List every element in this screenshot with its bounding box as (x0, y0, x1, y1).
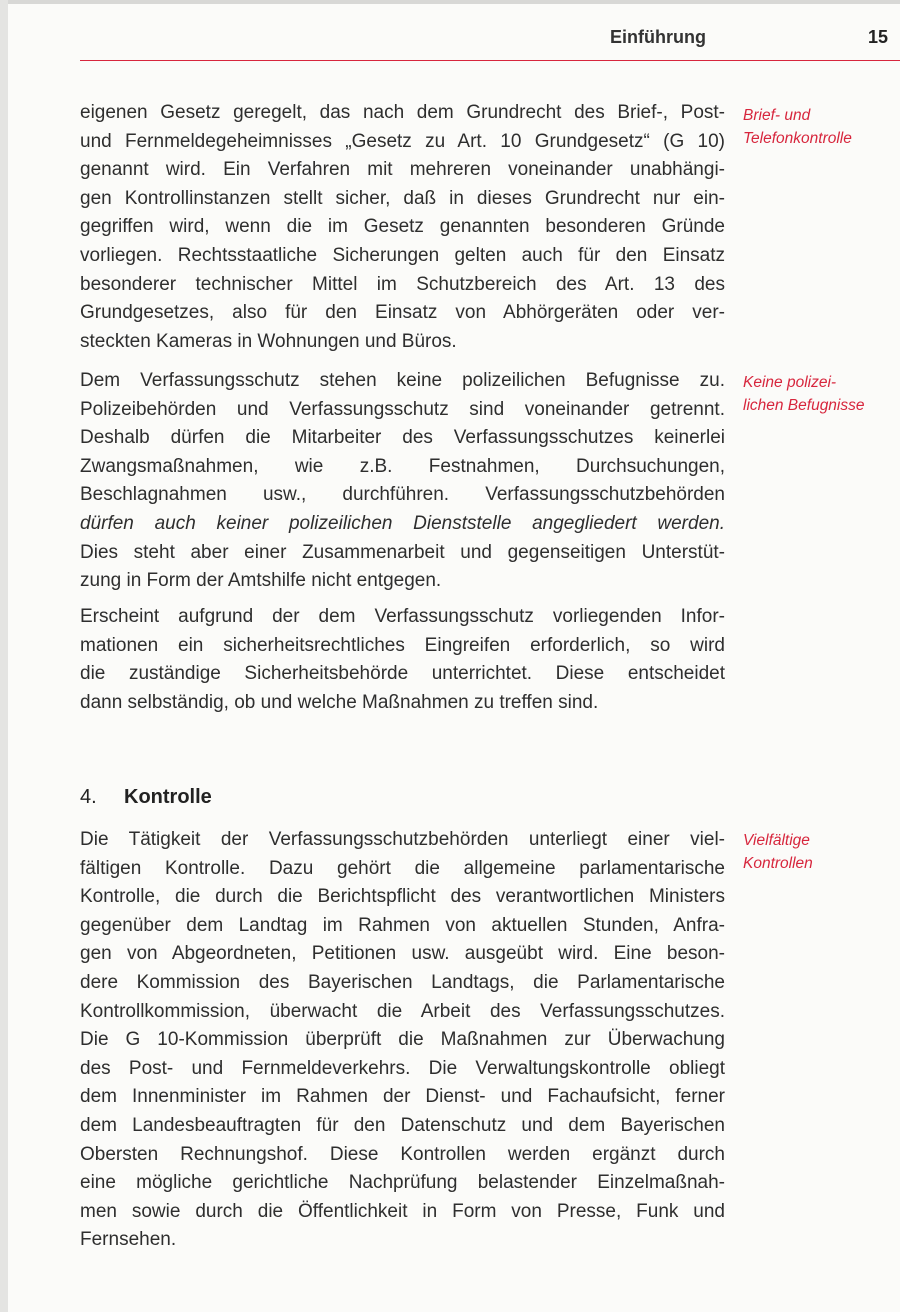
section-heading (80, 786, 212, 809)
running-header-section: Einführung (610, 27, 706, 47)
text-line: Dem Verfassungsschutz stehen keine polizeilichen Befugnisse zu. (80, 370, 725, 391)
margin-note-line: Keine polizei- (743, 374, 837, 391)
text-line: men sowie durch die Öffentlichkeit in Form von Presse, Funk und (80, 1200, 725, 1222)
text-line: Zwangsmaßnahmen, wie z.B. Festnahmen, Durchsuchungen, (80, 455, 725, 477)
text-line: Grundgesetzes, also für den Einsatz von Abhörgeräten oder ver- (80, 302, 725, 324)
text-line: genannt wird. Ein Verfahren mit mehreren voneinander unabhängi- (80, 159, 725, 181)
text-line: eine mögliche gerichtliche Nachprüfung belastender Einzelmaßnah- (80, 1172, 725, 1194)
text-line: Fernsehen. (80, 1229, 177, 1251)
text-line: dere Kommission des Bayerischen Landtags, die Parlamentarische (80, 971, 725, 993)
margin-note-line: Kontrollen (743, 855, 813, 872)
text-line: die zuständige Sicherheitsbehörde unterrichtet. Diese entscheidet (80, 663, 725, 685)
text-line: steckten Kameras in Wohnungen und Büros. (80, 330, 457, 352)
section-number: 4. (80, 786, 97, 808)
text-line: besonderer technischer Mittel im Schutzbereich des Art. 13 des (80, 273, 725, 295)
text-line: Kontrollkommission, überwacht die Arbeit des Verfassungsschutzes. (80, 1000, 725, 1022)
margin-note-line: Vielfältige (743, 832, 810, 849)
margin-note-line: Brief- und (743, 107, 811, 124)
margin-note-brief-telefonkontrolle (743, 104, 900, 150)
margin-note-line: Telefonkontrolle (743, 130, 852, 147)
text-line: gen von Abgeordneten, Petitionen usw. ausgeübt wird. Eine beson- (80, 943, 725, 965)
page-left-edge (0, 0, 8, 1312)
text-line: Beschlagnahmen usw., durchführen. Verfassungsschutzbehörden (80, 484, 725, 506)
text-line: vorliegen. Rechtsstaatliche Sicherungen gelten auch für den Einsatz (80, 244, 725, 266)
text-line: dem Innenminister im Rahmen der Dienst- und Fachaufsicht, ferner (80, 1086, 725, 1108)
text-line: zung in Form der Amtshilfe nicht entgegen. (80, 570, 442, 592)
margin-note-vielfaeltige-kontrollen (743, 829, 900, 875)
text-line: mationen ein sicherheitsrechtliches Eingreifen erforderlich, so wird (80, 634, 725, 656)
text-line: gegenüber dem Landtag im Rahmen von aktuellen Stunden, Anfra- (80, 914, 725, 936)
text-line: Deshalb dürfen die Mitarbeiter des Verfassungsschutzes keinerlei (80, 427, 725, 449)
page-number: 15 (868, 27, 889, 47)
text-line: und Fernmeldegeheimnisses „Gesetz zu Art. 10 Grundgesetz“ (G 10) (80, 130, 725, 152)
header-rule (80, 60, 900, 61)
text-line: gen Kontrollinstanzen stellt sicher, daß in dieses Grundrecht nur ein- (80, 187, 725, 209)
text-line: eigenen Gesetz geregelt, das nach dem Grundrecht des Brief-, Post- (80, 102, 725, 123)
paragraph-kontrolle (80, 826, 725, 1255)
text-line: dürfen auch keiner polizeilichen Dienststelle angegliedert werden. (80, 512, 725, 534)
text-line: Polizeibehörden und Verfassungsschutz sind voneinander getrennt. (80, 398, 725, 420)
text-line: fältigen Kontrolle. Dazu gehört die allgemeine parlamentarische (80, 857, 725, 879)
section-title: Kontrolle (124, 786, 212, 808)
paragraph-sicherheitsbehoerde (80, 603, 725, 717)
text-line: Dies steht aber einer Zusammenarbeit und gegenseitigen Unterstüt- (80, 541, 725, 563)
margin-note-keine-befugnisse (743, 371, 900, 417)
page-top-edge (0, 0, 900, 4)
text-line: Kontrolle, die durch die Berichtspflicht des verantwortlichen Ministers (80, 886, 725, 908)
text-line: dem Landesbeauftragten für den Datenschutz und dem Bayerischen (80, 1114, 725, 1136)
text-line: Die Tätigkeit der Verfassungsschutzbehörden unterliegt einer viel- (80, 829, 725, 850)
text-line: Die G 10-Kommission überprüft die Maßnahmen zur Überwachung (80, 1029, 725, 1051)
text-line: Erscheint aufgrund der dem Verfassungsschutz vorliegenden Infor- (80, 606, 725, 627)
margin-note-line: lichen Befugnisse (743, 397, 865, 414)
text-line: Obersten Rechnungshof. Diese Kontrollen werden ergänzt durch (80, 1143, 725, 1165)
paragraph-brief-telefonkontrolle (80, 99, 725, 356)
paragraph-polizeiliche-befugnisse (80, 367, 725, 596)
text-line: des Post- und Fernmeldeverkehrs. Die Verwaltungskontrolle obliegt (80, 1057, 725, 1079)
text-line: dann selbständig, ob und welche Maßnahmen zu treffen sind. (80, 691, 599, 713)
text-line: gegriffen wird, wenn die im Gesetz genannten besonderen Gründe (80, 216, 725, 238)
